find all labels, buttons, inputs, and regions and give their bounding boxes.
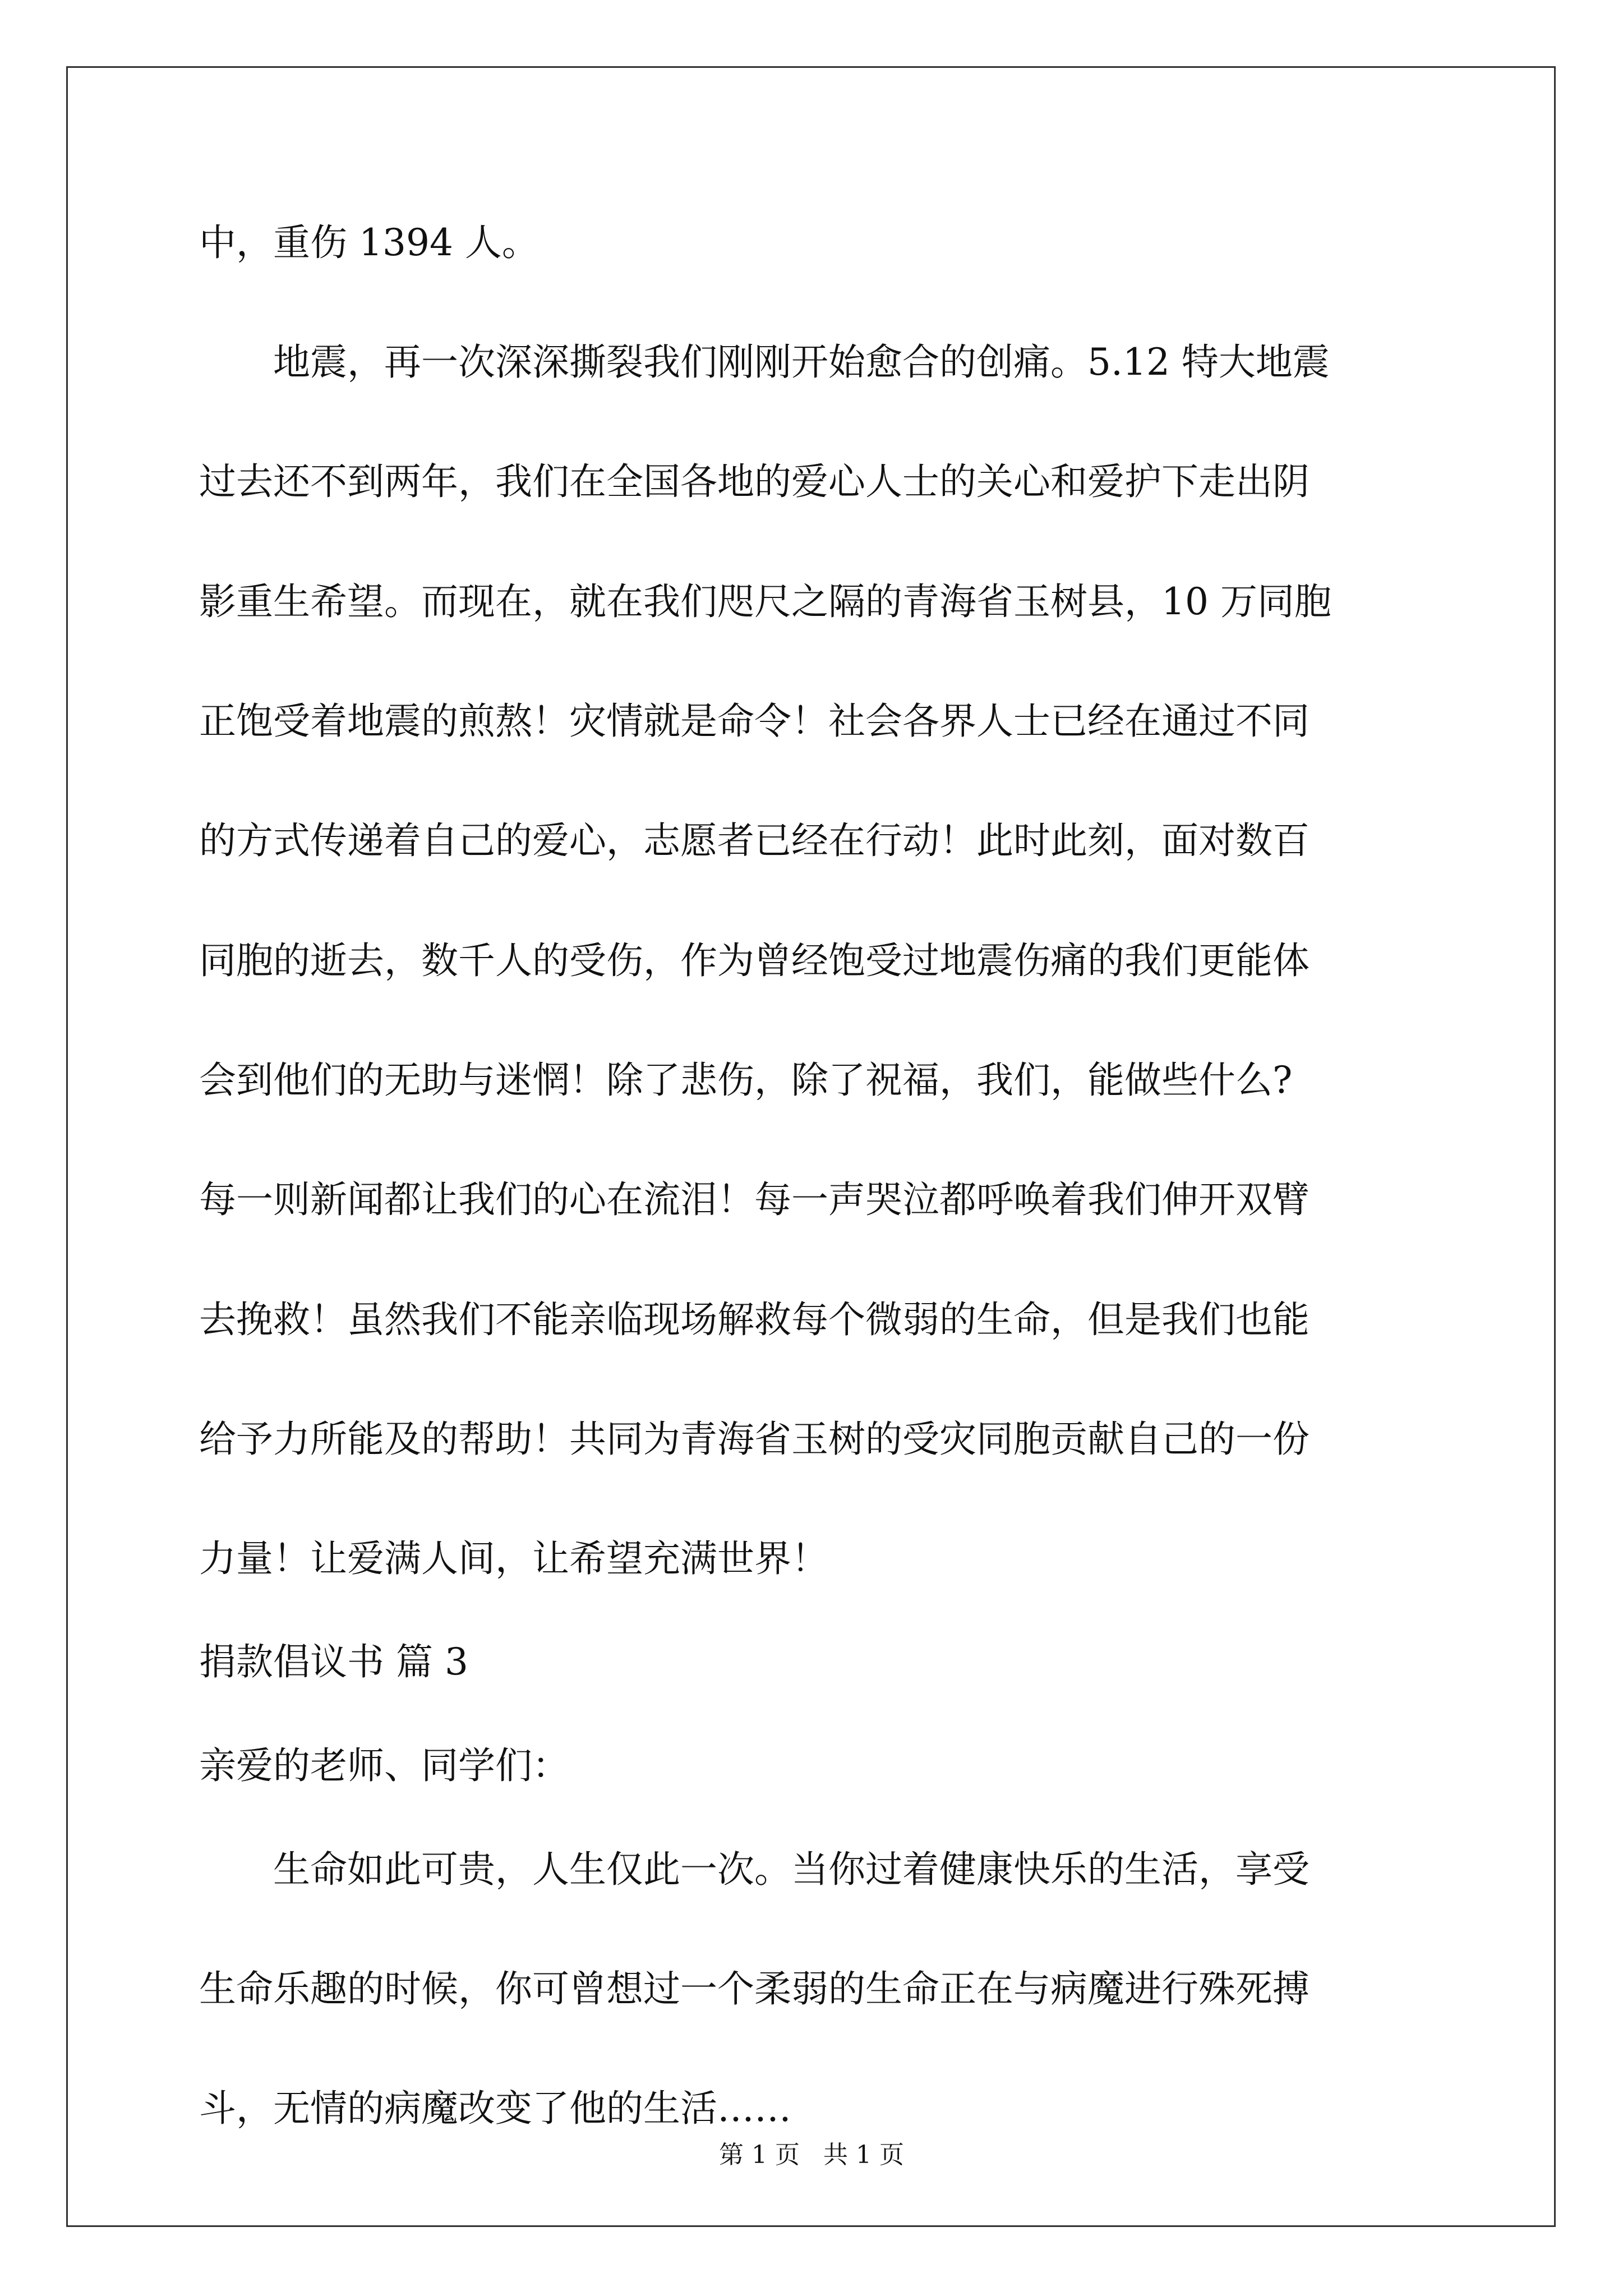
- section-heading: 捐款倡议书 篇 3: [199, 1640, 468, 1683]
- text-line: 的方式传递着自己的爱心，志愿者已经在行动！此时此刻，面对数百: [199, 819, 1310, 862]
- text-line: 每一则新闻都让我们的心在流泪！每一声哭泣都呼唤着我们伸开双臂: [199, 1178, 1310, 1221]
- text-line: 去挽救！虽然我们不能亲临现场解救每个微弱的生命，但是我们也能: [199, 1298, 1310, 1341]
- text-line: 中，重伤 1394 人。: [199, 221, 539, 264]
- text-line: 正饱受着地震的煎熬！灾情就是命令！社会各界人士已经在通过不同: [199, 700, 1310, 743]
- text-line: 斗，无情的病魔改变了他的生活……: [199, 2087, 791, 2130]
- text-line: 给予力所能及的帮助！共同为青海省玉树的受灾同胞贡献自己的一份: [199, 1418, 1310, 1461]
- text-line: 过去还不到两年，我们在全国各地的爱心人士的关心和爱护下走出阴: [199, 460, 1310, 503]
- text-line: 影重生希望。而现在，就在我们咫尺之隔的青海省玉树县，10 万同胞: [199, 580, 1331, 623]
- salutation: 亲爱的老师、同学们：: [199, 1744, 569, 1787]
- text-line: 地震，再一次深深撕裂我们刚刚开始愈合的创痛。5.12 特大地震: [199, 341, 1330, 384]
- text-line: 力量！让爱满人间，让希望充满世界！: [199, 1537, 828, 1580]
- page-border: [66, 66, 1556, 2227]
- text-line: 生命乐趣的时候，你可曾想过一个柔弱的生命正在与病魔进行殊死搏: [199, 1967, 1310, 2010]
- text-line: 生命如此可贵，人生仅此一次。当你过着健康快乐的生活，享受: [199, 1848, 1310, 1891]
- text-line: 会到他们的无助与迷惘！除了悲伤，除了祝福，我们，能做些什么?: [199, 1059, 1293, 1102]
- page-footer: 第 1 页 共 1 页: [719, 2141, 904, 2169]
- text-line: 同胞的逝去，数千人的受伤，作为曾经饱受过地震伤痛的我们更能体: [199, 939, 1310, 982]
